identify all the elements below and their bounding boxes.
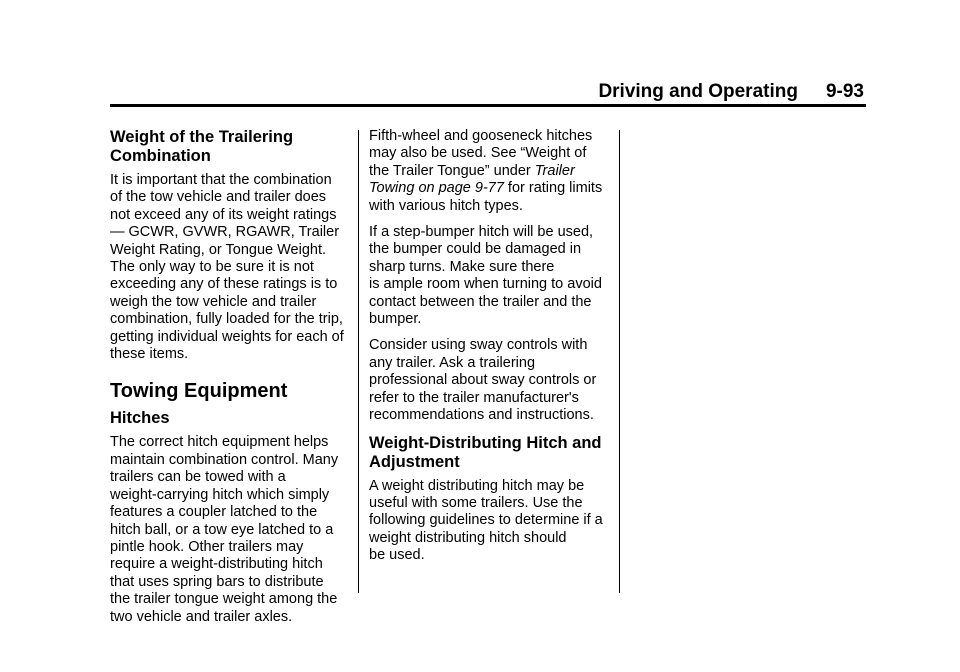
page-header xyxy=(110,80,864,104)
heading-towing-equipment: Towing Equipment xyxy=(110,380,288,403)
column-left xyxy=(110,128,350,635)
paragraph-combination-weight: It is important that the combination of the tow vehicle and trailer does not exceed any of its weight ratings — GCWR, GVWR, RGAWR, Trailer Weight Rating, or Tongue Weight. The only way to be sure it is not exceeding any of these ratings is to weigh the tow vehicle and trailer combination, fully loaded for the trip, getting individual weights for each of these items. xyxy=(110,172,344,363)
page-number: 9-93 xyxy=(825,81,864,102)
paragraph-sway-controls: Consider using sway controls with any trailer. Ask a trailering professional about sway controls or refer to the trailer manufacturer's recommendations and instructions. xyxy=(369,337,597,424)
heading-weight-of-trailering-combination: Weight of the Trailering Combination xyxy=(110,128,294,165)
heading-hitches: Hitches xyxy=(110,409,170,428)
paragraph-fifth-wheel: Fifth-wheel and gooseneck hitches may also be used. See “Weight of the Trailer Tongue” under Trailer Towing on page 9-77 for rating limits with various hitch types. xyxy=(369,128,603,214)
heading-weight-distributing-hitch: Weight-Distributing Hitch and Adjustment xyxy=(369,433,602,471)
paragraph-step-bumper: If a step-bumper hitch will be used, the bumper could be damaged in sharp turns. Make sure there is ample room when turning to avoid contact between the trailer and the bumper. xyxy=(369,224,602,328)
column-middle xyxy=(369,128,609,574)
paragraph-hitch-equipment: The correct hitch equipment helps maintain combination control. Many trailers can be towed with a weight-carrying hitch which simply features a coupler latched to the hitch ball, or a tow eye latched to a pintle hook. Other trailers may require a weight-distributing hitch that uses spring bars to distribute the trailer tongue weight among the two vehicle and trailer axles. xyxy=(110,434,339,625)
column-divider xyxy=(619,130,620,593)
section-title: Driving and Operating xyxy=(598,81,798,102)
paragraph-weight-distributing: A weight distributing hitch may be useful with some trailers. Use the following guidelines to determine if a weight distributing hitch should be used. xyxy=(369,477,603,564)
column-divider xyxy=(358,130,359,593)
cross-reference-link[interactable]: Towing on page 9-77 xyxy=(369,180,504,197)
cross-reference-link[interactable]: Trailer xyxy=(534,162,575,179)
header-rule xyxy=(110,104,866,107)
